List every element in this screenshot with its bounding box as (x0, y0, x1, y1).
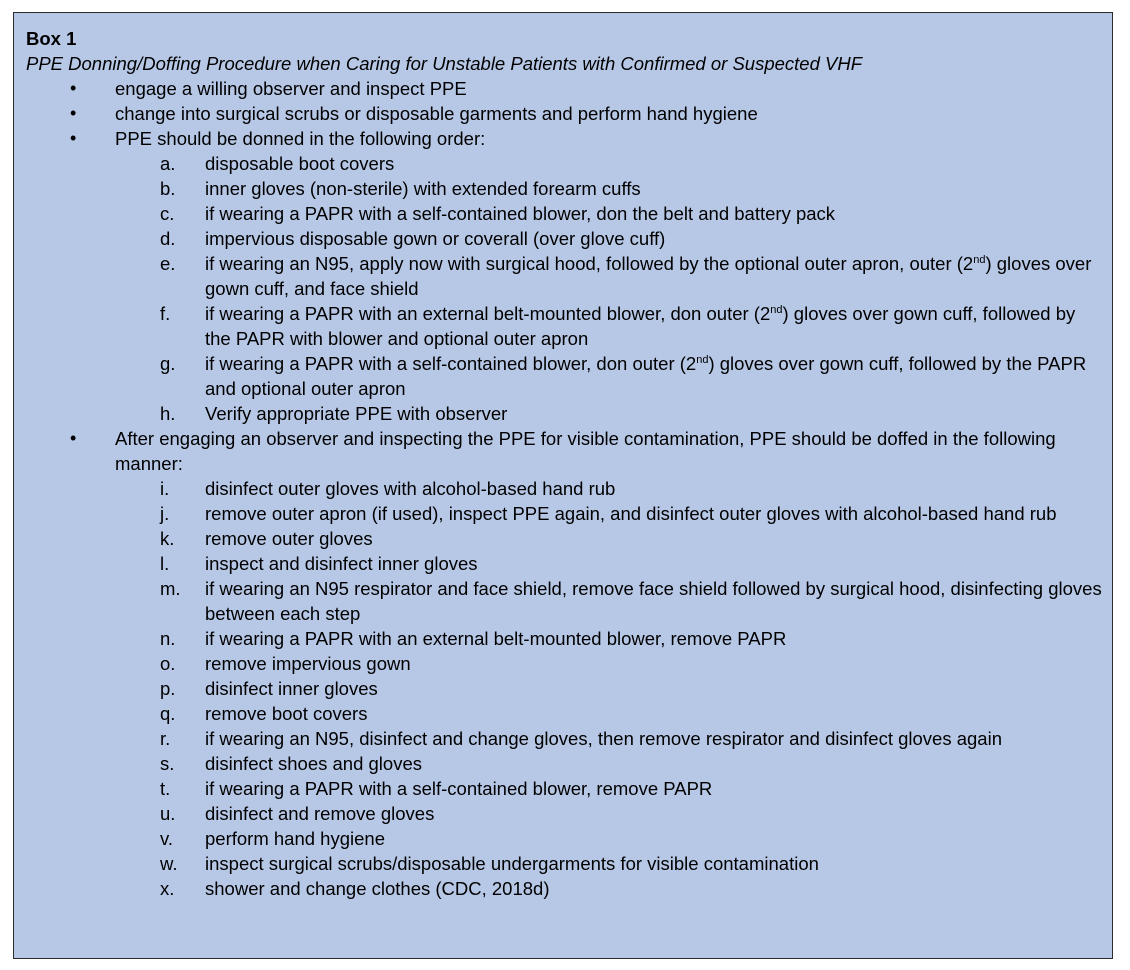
bullet-item (14, 76, 1114, 101)
bullet-text: change into surgical scrubs or disposable garments and perform hand hygiene (115, 103, 758, 124)
bullet-item (14, 426, 1114, 476)
bullet-text: engage a willing observer and inspect PPE (115, 78, 467, 99)
donning-step (14, 251, 1114, 301)
bullet-icon: • (70, 128, 77, 148)
step-letter: p. (160, 678, 176, 699)
step-letter: e. (160, 253, 176, 274)
step-text: inner gloves (non-sterile) with extended forearm cuffs (205, 178, 641, 199)
donning-step (14, 151, 1114, 176)
step-text: if wearing an N95 respirator and face shield, remove face shield followed by surgical hood, disinfecting gloves between each step (205, 578, 1102, 624)
doffing-step (14, 776, 1114, 801)
step-text: if wearing a PAPR with a self-contained blower, don the belt and battery pack (205, 203, 836, 224)
step-text: disposable boot covers (205, 153, 395, 174)
step-letter: o. (160, 653, 176, 674)
step-letter: i. (160, 478, 170, 499)
doffing-step (14, 876, 1114, 901)
doffing-step (14, 551, 1114, 576)
doffing-step (14, 576, 1114, 626)
donning-step (14, 351, 1114, 401)
doffing-step (14, 701, 1114, 726)
box-content (14, 76, 1114, 901)
step-letter: s. (160, 753, 175, 774)
step-text: remove boot covers (205, 703, 368, 724)
donning-step (14, 301, 1114, 351)
step-text: impervious disposable gown or coverall (over glove cuff) (205, 228, 666, 249)
step-text: inspect surgical scrubs/disposable undergarments for visible contamination (205, 853, 819, 874)
step-letter: q. (160, 703, 176, 724)
step-letter: c. (160, 203, 175, 224)
step-text: if wearing a PAPR with an external belt-mounted blower, don outer (2nd) gloves over gown cuff, followed by the PAPR with blower and optional outer apron (205, 303, 1076, 349)
step-letter: f. (160, 303, 171, 324)
doffing-step (14, 526, 1114, 551)
step-letter: u. (160, 803, 176, 824)
step-letter: l. (160, 553, 170, 574)
step-text: if wearing an N95, apply now with surgical hood, followed by the optional outer apron, outer (2nd) gloves over gown cuff, and face shield (205, 253, 1092, 299)
step-text: if wearing a PAPR with an external belt-mounted blower, remove PAPR (205, 628, 787, 649)
donning-step (14, 226, 1114, 251)
donning-step (14, 401, 1114, 426)
step-text: perform hand hygiene (205, 828, 385, 849)
step-letter: k. (160, 528, 175, 549)
step-text: if wearing an N95, disinfect and change gloves, then remove respirator and disinfect gloves again (205, 728, 1002, 749)
step-text: if wearing a PAPR with a self-contained blower, don outer (2nd) gloves over gown cuff, followed by the PAPR and optional outer apron (205, 353, 1087, 399)
step-letter: w. (160, 853, 178, 874)
bullet-icon: • (70, 103, 77, 123)
step-text: disinfect inner gloves (205, 678, 378, 699)
doffing-step (14, 801, 1114, 826)
step-text: remove outer gloves (205, 528, 373, 549)
step-letter: x. (160, 878, 175, 899)
doffing-step (14, 751, 1114, 776)
bullet-item (14, 126, 1114, 151)
step-letter: n. (160, 628, 176, 649)
ordinal-superscript: nd (696, 354, 709, 366)
step-text: disinfect outer gloves with alcohol-based hand rub (205, 478, 616, 499)
bullet-item (14, 101, 1114, 126)
step-text: remove impervious gown (205, 653, 411, 674)
doffing-step (14, 626, 1114, 651)
step-letter: t. (160, 778, 171, 799)
doffing-step (14, 851, 1114, 876)
box-subtitle: PPE Donning/Doffing Procedure when Caring for Unstable Patients with Confirmed or Suspected VHF (26, 53, 863, 74)
donning-step (14, 201, 1114, 226)
doffing-step (14, 476, 1114, 501)
step-text: remove outer apron (if used), inspect PPE again, and disinfect outer gloves with alcohol-based hand rub (205, 503, 1057, 524)
box-title: Box 1 (26, 28, 77, 49)
step-letter: d. (160, 228, 176, 249)
doffing-step (14, 676, 1114, 701)
bullet-text: After engaging an observer and inspecting the PPE for visible contamination, PPE should be doffed in the following manner: (115, 428, 1056, 474)
step-text: shower and change clothes (CDC, 2018d) (205, 878, 550, 899)
donning-step (14, 176, 1114, 201)
step-letter: v. (160, 828, 174, 849)
step-letter: m. (160, 578, 181, 599)
step-letter: j. (160, 503, 170, 524)
step-text: disinfect shoes and gloves (205, 753, 422, 774)
bullet-text: PPE should be donned in the following order: (115, 128, 486, 149)
step-text: disinfect and remove gloves (205, 803, 435, 824)
doffing-list (14, 476, 1114, 901)
bullet-icon: • (70, 428, 77, 448)
step-text: inspect and disinfect inner gloves (205, 553, 478, 574)
step-letter: g. (160, 353, 176, 374)
step-letter: h. (160, 403, 176, 424)
step-letter: r. (160, 728, 171, 749)
doffing-step (14, 651, 1114, 676)
doffing-step (14, 826, 1114, 851)
ordinal-superscript: nd (973, 254, 986, 266)
doffing-step (14, 501, 1114, 526)
step-letter: b. (160, 178, 176, 199)
step-text: Verify appropriate PPE with observer (205, 403, 508, 424)
ordinal-superscript: nd (770, 304, 783, 316)
bullet-icon: • (70, 78, 77, 98)
doffing-step (14, 726, 1114, 751)
step-letter: a. (160, 153, 176, 174)
step-text: if wearing a PAPR with a self-contained blower, remove PAPR (205, 778, 713, 799)
text-box (13, 12, 1113, 959)
